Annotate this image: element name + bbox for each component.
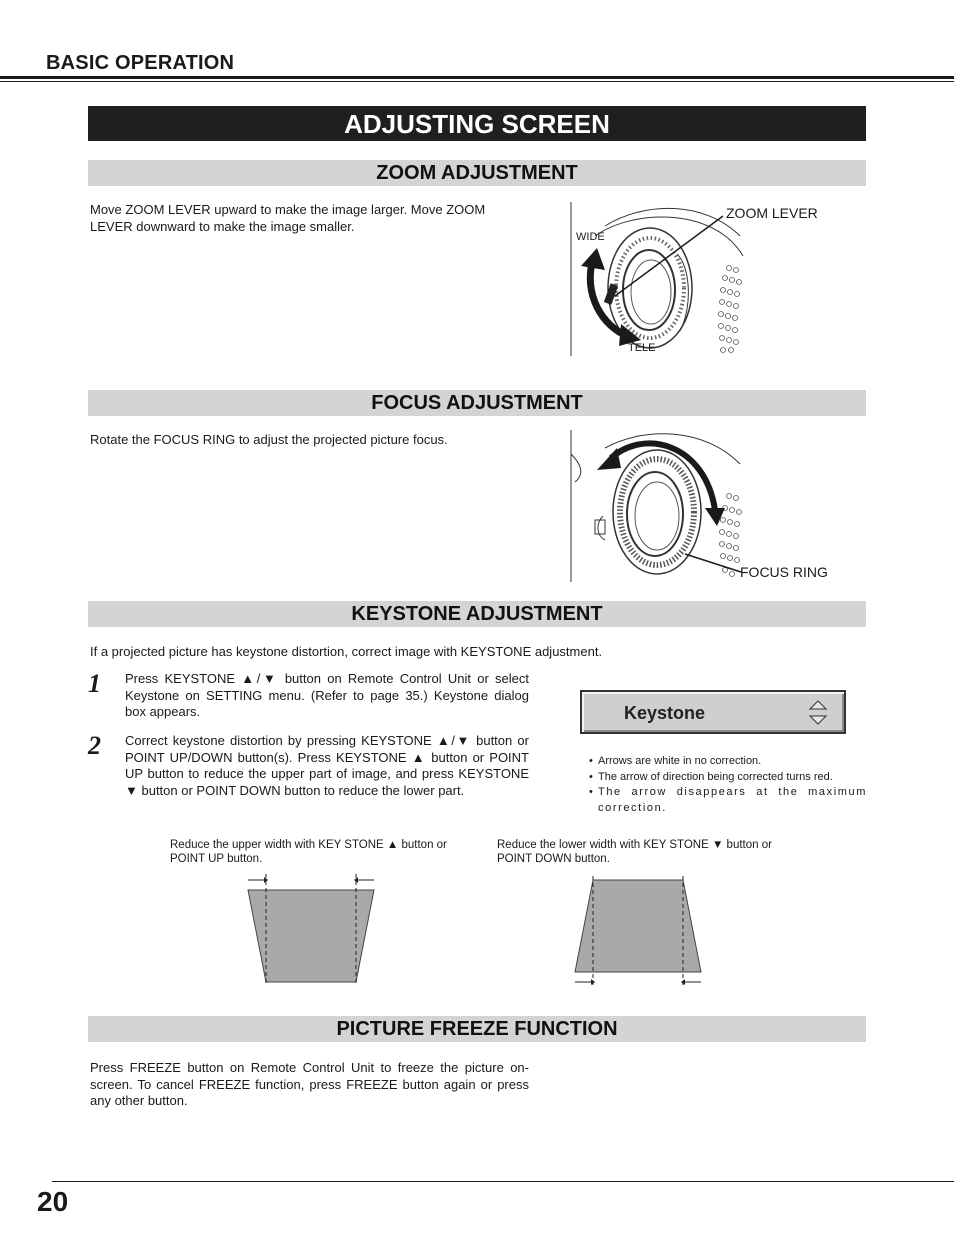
- step-2-number: 2: [88, 731, 101, 760]
- focus-text: Rotate the FOCUS RING to adjust the projected picture focus.: [90, 432, 448, 447]
- keystone-lower-diagram: [567, 874, 713, 992]
- freeze-heading: PICTURE FREEZE FUNCTION: [88, 1016, 866, 1042]
- keystone-heading: KEYSTONE ADJUSTMENT: [88, 601, 866, 627]
- zoom-text: Move ZOOM LEVER upward to make the image larger. Move ZOOM LEVER downward to make the image smaller.: [90, 202, 486, 234]
- zoom-tele-label: TELE: [628, 342, 656, 354]
- step-1-number: 1: [88, 669, 101, 698]
- header-rule-thin: [0, 81, 954, 82]
- section-header: BASIC OPERATION: [46, 52, 235, 74]
- keystone-notes: [589, 754, 867, 816]
- zoom-wide-label: WIDE: [576, 231, 605, 243]
- header-rule-thick: [0, 76, 954, 79]
- keystone-upper-diagram: [240, 870, 386, 988]
- focus-ring-label: FOCUS RING: [740, 564, 828, 580]
- page-number: 20: [37, 1186, 69, 1217]
- focus-heading: FOCUS ADJUSTMENT: [88, 390, 866, 416]
- note-item: • Arrows are white in no correction.: [589, 755, 762, 767]
- keystone-dialog: [580, 690, 846, 734]
- note-item: • The arrow of direction being corrected turns red.: [589, 770, 833, 783]
- note-item: • The arrow disappears at the maximum correction.: [589, 786, 867, 814]
- footer-rule: [52, 1181, 954, 1182]
- step-1-text: Press KEYSTONE ▲/▼ button on Remote Control Unit or select Keystone on SETTING menu. (Refer to page 35.) Keystone dialog box appears.: [125, 671, 529, 719]
- diagram-lower-caption: Reduce the lower width with KEY STONE ▼ button or POINT DOWN button.: [497, 839, 772, 865]
- keystone-intro: If a projected picture has keystone distortion, correct image with KEYSTONE adjustment.: [90, 644, 603, 659]
- step-2-text: Correct keystone distortion by pressing KEYSTONE ▲/▼ button or POINT UP/DOWN button(s). Press KEYSTONE ▲ button or POINT UP button to reduce the upper part of image, and press KEYSTONE ▼ button or POINT DOWN button to reduce the lower part.: [125, 733, 529, 798]
- keystone-dialog-label: Keystone: [624, 703, 706, 723]
- zoom-lever-illustration: [565, 196, 845, 364]
- diagram-upper-caption: Reduce the upper width with KEY STONE ▲ button or POINT UP button.: [170, 839, 447, 865]
- freeze-text: Press FREEZE button on Remote Control Unit to freeze the picture on-screen. To cancel FREEZE function, press FREEZE button again or press any other button.: [90, 1060, 529, 1108]
- keystone-up-down-arrows-icon[interactable]: [808, 698, 828, 728]
- page-title: ADJUSTING SCREEN: [88, 106, 866, 141]
- zoom-lever-label: ZOOM LEVER: [726, 205, 818, 221]
- zoom-heading: ZOOM ADJUSTMENT: [88, 160, 866, 186]
